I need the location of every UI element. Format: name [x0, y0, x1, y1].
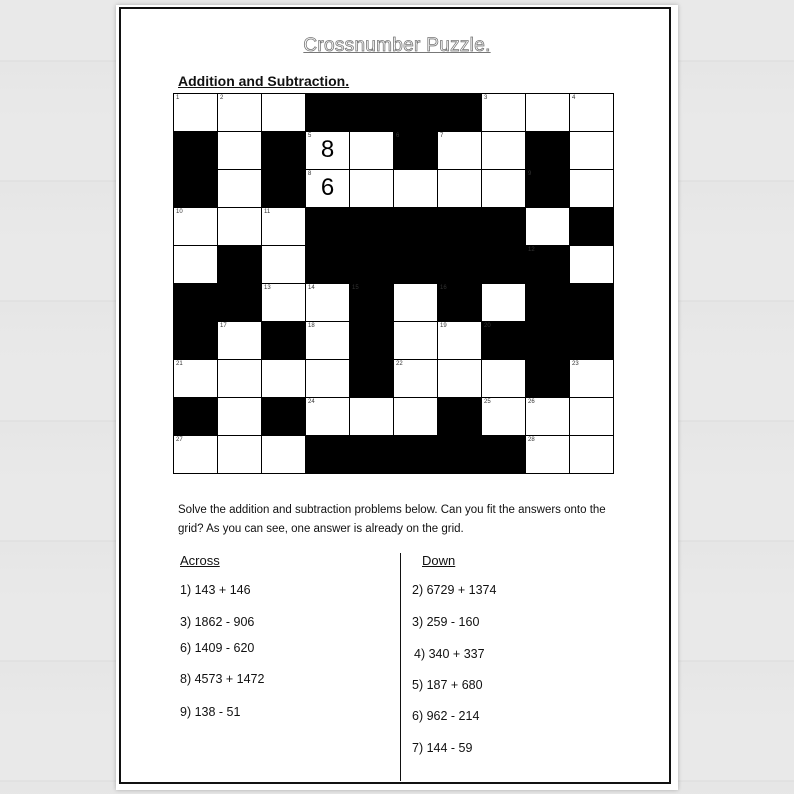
clue-number: 2	[220, 95, 224, 101]
across-clue: 6) 1409 - 620	[180, 641, 255, 655]
clue-number: 11	[264, 209, 271, 215]
answer-digit: 8	[320, 136, 335, 163]
grid-cell-black	[526, 322, 570, 360]
grid-cell[interactable]	[394, 322, 438, 360]
grid-cell-black	[570, 284, 614, 322]
clue-number: 15	[352, 285, 359, 291]
grid-cell-black	[174, 398, 218, 436]
grid-cell-black	[526, 132, 570, 170]
grid-cell[interactable]	[218, 208, 262, 246]
grid-cell-black	[262, 322, 306, 360]
grid-cell-black	[570, 322, 614, 360]
grid-cell-black	[350, 94, 394, 132]
grid-cell-black	[350, 322, 394, 360]
grid-cell[interactable]	[218, 170, 262, 208]
grid-cell[interactable]	[218, 360, 262, 398]
across-clue: 9) 138 - 51	[180, 705, 241, 719]
grid-cell-black	[394, 436, 438, 474]
clue-number: 7	[440, 133, 444, 139]
grid-cell-black	[262, 132, 306, 170]
grid-cell[interactable]	[570, 170, 614, 208]
grid-cell-black	[306, 94, 350, 132]
down-heading: Down	[422, 553, 456, 568]
grid-cell-black	[526, 284, 570, 322]
clue-number: 12	[528, 247, 535, 253]
grid-cell-black	[438, 94, 482, 132]
clue-number: 19	[440, 323, 447, 329]
grid-cell[interactable]	[306, 360, 350, 398]
grid-cell[interactable]	[262, 246, 306, 284]
crossnumber-grid	[173, 93, 614, 474]
worksheet-page	[116, 5, 678, 790]
clue-number: 18	[308, 323, 315, 329]
down-clue: 5) 187 + 680	[412, 678, 483, 692]
grid-cell-black	[482, 246, 526, 284]
across-clue: 1) 143 + 146	[180, 583, 251, 597]
clue-number: 1	[176, 95, 180, 101]
grid-cell-black	[438, 246, 482, 284]
clue-number: 21	[176, 361, 183, 367]
grid-cell-black	[218, 246, 262, 284]
clue-number: 22	[396, 361, 403, 367]
clue-number: 23	[572, 361, 579, 367]
grid-cell[interactable]	[482, 398, 526, 436]
down-clue: 3) 259 - 160	[412, 615, 480, 629]
grid-cell-black	[350, 246, 394, 284]
grid-cell[interactable]	[482, 360, 526, 398]
clue-number: 26	[528, 399, 535, 405]
grid-cell[interactable]	[570, 360, 614, 398]
grid-cell[interactable]	[526, 208, 570, 246]
grid-cell[interactable]	[394, 170, 438, 208]
grid-cell[interactable]	[482, 94, 526, 132]
grid-cell-black	[438, 208, 482, 246]
grid-cell[interactable]	[438, 322, 482, 360]
grid-cell[interactable]	[174, 94, 218, 132]
grid-cell[interactable]	[570, 246, 614, 284]
grid-cell-black	[306, 208, 350, 246]
grid-cell[interactable]	[262, 284, 306, 322]
answer-digit: 7	[320, 212, 335, 239]
grid-cell[interactable]	[438, 132, 482, 170]
clue-number: 13	[264, 285, 271, 291]
page-title: Crossnumber Puzzle.	[303, 35, 491, 56]
grid-cell-black	[350, 208, 394, 246]
grid-cell[interactable]	[306, 132, 350, 170]
grid-cell[interactable]	[394, 398, 438, 436]
down-clue: 2) 6729 + 1374	[412, 583, 497, 597]
grid-cell-black	[350, 436, 394, 474]
down-clue: 4) 340 + 337	[414, 647, 485, 661]
grid-cell[interactable]	[438, 360, 482, 398]
grid-cell-black	[482, 208, 526, 246]
grid-cell[interactable]	[174, 436, 218, 474]
grid-cell[interactable]	[526, 436, 570, 474]
grid-cell[interactable]	[262, 436, 306, 474]
grid-cell-black	[526, 170, 570, 208]
clue-number: 16	[440, 285, 447, 291]
instructions-text: Solve the addition and subtraction problems below. Can you fit the answers onto the grid? As you can see, one answer is already on the grid.	[178, 504, 606, 535]
clue-number: 6	[396, 133, 400, 139]
grid-cell-black	[174, 170, 218, 208]
grid-cell[interactable]	[350, 398, 394, 436]
clue-number: 28	[528, 437, 535, 443]
grid-cell-black	[482, 436, 526, 474]
grid-cell-black	[394, 246, 438, 284]
clue-number: 10	[176, 209, 183, 215]
clue-number: 17	[220, 323, 227, 329]
grid-cell[interactable]	[570, 132, 614, 170]
clue-number: 14	[308, 285, 315, 291]
grid-cell-black	[438, 398, 482, 436]
grid-cell-black	[438, 284, 482, 322]
grid-cell-black	[482, 322, 526, 360]
grid-cell-black	[262, 170, 306, 208]
clue-number: 3	[484, 95, 488, 101]
grid-cell[interactable]	[570, 398, 614, 436]
grid-cell[interactable]	[570, 436, 614, 474]
grid-cell[interactable]	[526, 94, 570, 132]
grid-cell[interactable]	[262, 94, 306, 132]
down-clue: 6) 962 - 214	[412, 709, 480, 723]
grid-cell[interactable]	[174, 246, 218, 284]
across-clue: 8) 4573 + 1472	[180, 672, 265, 686]
grid-cell[interactable]	[482, 284, 526, 322]
column-divider	[400, 553, 401, 781]
clue-number: 9	[528, 171, 532, 177]
clue-number: 25	[484, 399, 491, 405]
grid-cell-black	[526, 360, 570, 398]
grid-cell-black	[526, 246, 570, 284]
grid-cell-black	[438, 436, 482, 474]
grid-cell[interactable]	[394, 284, 438, 322]
grid-cell[interactable]	[350, 132, 394, 170]
grid-cell[interactable]	[306, 322, 350, 360]
grid-cell-black	[394, 94, 438, 132]
grid-cell[interactable]	[218, 94, 262, 132]
grid-cell-black	[218, 284, 262, 322]
grid-cell-black	[306, 436, 350, 474]
grid-cell[interactable]	[482, 132, 526, 170]
across-clue: 3) 1862 - 906	[180, 615, 255, 629]
grid-cell[interactable]	[218, 398, 262, 436]
clue-number: 20	[484, 323, 491, 329]
grid-cell[interactable]	[262, 208, 306, 246]
grid-cell[interactable]	[306, 398, 350, 436]
grid-cell-black	[394, 132, 438, 170]
grid-cell[interactable]	[482, 170, 526, 208]
grid-cell[interactable]	[306, 284, 350, 322]
grid-cell-black	[394, 208, 438, 246]
grid-cell-black	[174, 322, 218, 360]
grid-cell-black	[174, 284, 218, 322]
grid-cell[interactable]	[394, 360, 438, 398]
grid-cell[interactable]	[438, 170, 482, 208]
across-heading: Across	[180, 553, 220, 568]
grid-cell-black	[350, 360, 394, 398]
grid-cell-black	[570, 208, 614, 246]
grid-cell-black	[306, 246, 350, 284]
clue-number: 5	[308, 133, 312, 139]
grid-cell[interactable]	[218, 322, 262, 360]
grid-cell[interactable]	[174, 208, 218, 246]
clue-number: 27	[176, 437, 183, 443]
down-clue: 7) 144 - 59	[412, 741, 473, 755]
grid-cell[interactable]	[218, 436, 262, 474]
clue-number: 8	[308, 171, 312, 177]
clue-number: 4	[572, 95, 576, 101]
grid-cell[interactable]	[570, 94, 614, 132]
grid-cell[interactable]	[218, 132, 262, 170]
grid-cell-black	[174, 132, 218, 170]
worksheet-subtitle: Addition and Subtraction.	[178, 73, 350, 89]
clue-number: 24	[308, 399, 315, 405]
grid-cell-black	[262, 398, 306, 436]
answer-digit: 6	[320, 174, 335, 201]
grid-cell[interactable]	[174, 360, 218, 398]
grid-cell[interactable]	[262, 360, 306, 398]
grid-cell-black	[350, 284, 394, 322]
grid-cell[interactable]	[526, 398, 570, 436]
grid-cell[interactable]	[306, 170, 350, 208]
grid-cell[interactable]	[350, 170, 394, 208]
